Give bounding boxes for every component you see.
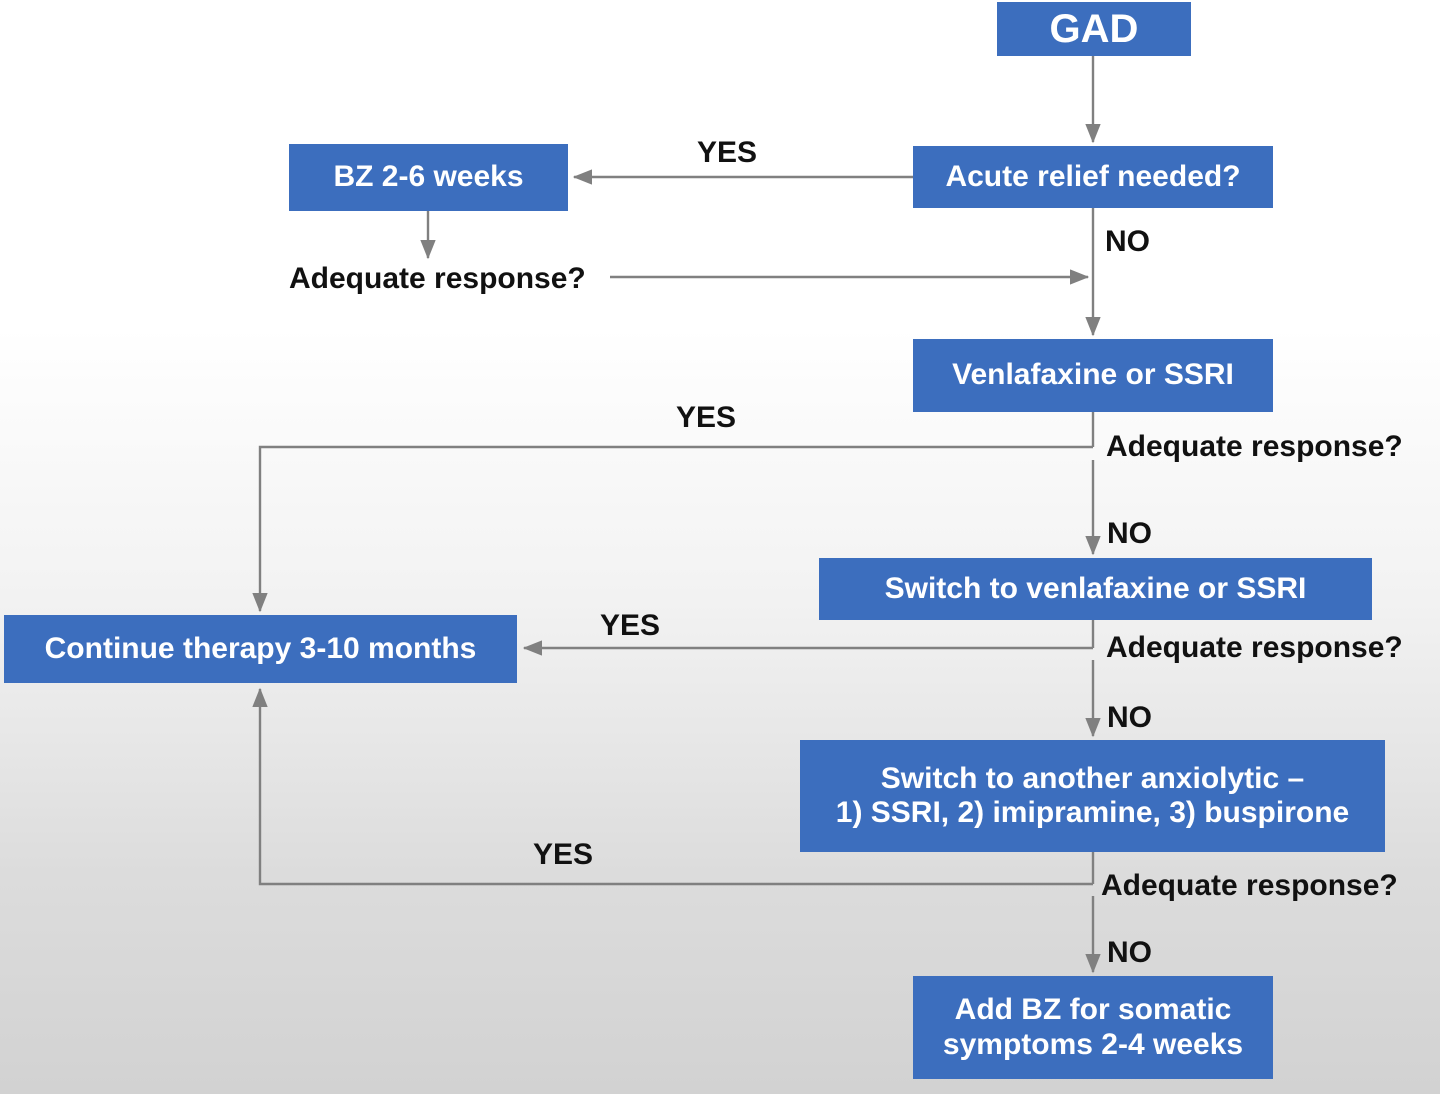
question-adequate-response-1: Adequate response? [1106, 430, 1403, 463]
node-gad[interactable]: GAD [997, 2, 1191, 56]
edge-label-yes-4: YES [533, 838, 594, 871]
node-venlafaxine-or-ssri[interactable]: Venlafaxine or SSRI [913, 339, 1273, 412]
node-bz-2-6-weeks[interactable]: BZ 2-6 weeks [289, 144, 568, 211]
edge-label-yes-3: YES [600, 609, 661, 642]
question-adequate-response-2: Adequate response? [1106, 631, 1403, 664]
node-continue-therapy[interactable]: Continue therapy 3-10 months [4, 615, 517, 683]
question-adequate-response-after-bz: Adequate response? [289, 262, 586, 295]
edge-label-no-1: NO [1105, 225, 1150, 258]
node-addbz-line1: Add BZ for somatic [954, 993, 1232, 1026]
node-switch-to-another-anxiolytic[interactable] [800, 740, 1385, 852]
node-add-bz-somatic-symptoms[interactable] [913, 976, 1273, 1079]
edge-label-no-3: NO [1107, 701, 1152, 734]
node-addbz-line2: symptoms 2-4 weeks [942, 1027, 1244, 1061]
node-switch-to-venlafaxine-or-ssri[interactable]: Switch to venlafaxine or SSRI [819, 558, 1372, 620]
edge-label-no-2: NO [1107, 517, 1152, 550]
edge-label-yes-1: YES [697, 136, 758, 169]
node-switch2-line2: 1) SSRI, 2) imipramine, 3) buspirone [835, 796, 1350, 829]
edge-label-no-4: NO [1107, 936, 1152, 969]
node-switch2-line1: Switch to another anxiolytic – [880, 761, 1305, 795]
edge-label-yes-2: YES [676, 401, 737, 434]
question-adequate-response-3: Adequate response? [1101, 869, 1398, 902]
node-acute-relief-needed[interactable]: Acute relief needed? [913, 146, 1273, 208]
